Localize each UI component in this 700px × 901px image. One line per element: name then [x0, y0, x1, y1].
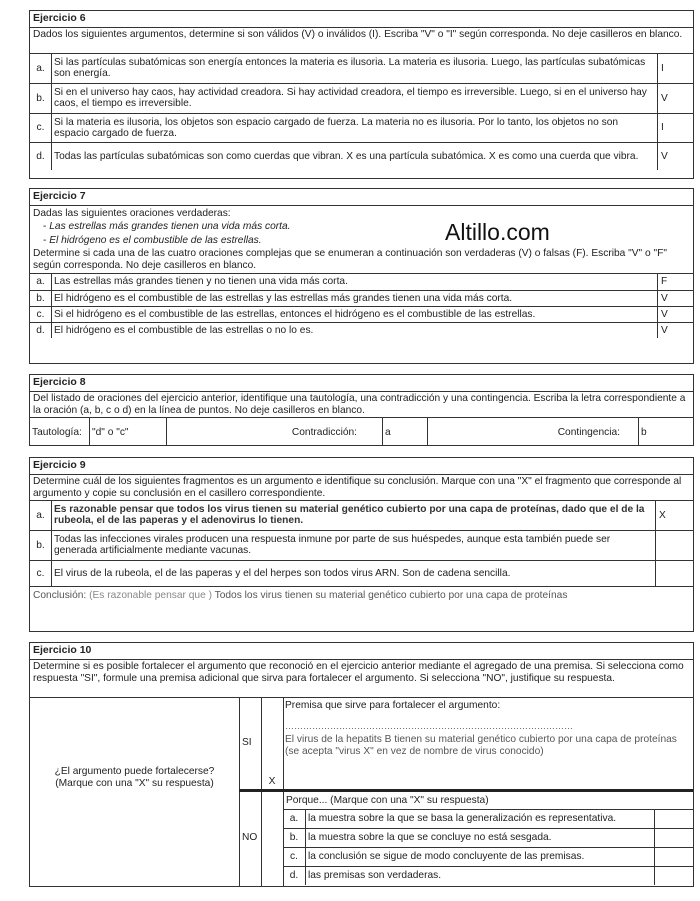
thick-separator	[239, 789, 693, 792]
exercise-title: Ejercicio 7	[30, 189, 693, 206]
row-text: El hidrógeno es el combustible de las estrellas y las estrellas más grandes tienen una vida más corta.	[52, 290, 658, 306]
lead-text: Dadas las siguientes oraciones verdaderas:	[33, 208, 231, 219]
premise-answer[interactable]: El virus de la hepatits B tienen su material genético cubierto por una capa de proteínas (se acepta "virus X" en vez de nombre de virus conocido)	[285, 734, 677, 757]
exercise-instructions: Determine cuál de los siguientes fragmentos es un argumento e identifique su conclusión. Marque con una "X" el fragmento que corresponde al argumento y copie su conclusión en el casillero correspondiente.	[30, 475, 693, 501]
table-row	[30, 530, 693, 560]
tautology-label: Tautología:	[30, 418, 90, 446]
question-hint: (Marque con una "X" su respuesta)	[55, 778, 214, 789]
conclusion-prefix: (Es razonable pensar que )	[89, 590, 212, 601]
reasons-table	[283, 809, 693, 885]
table-row	[30, 322, 693, 338]
si-checkbox[interactable]: X	[268, 776, 276, 787]
watermark: Altillo.com	[445, 219, 550, 245]
row-text: El hidrógeno es el combustible de las estrellas o no lo es.	[52, 322, 658, 338]
contingency-answer[interactable]: b	[639, 418, 694, 446]
answer-cell[interactable]: F	[658, 274, 694, 290]
answer-cell[interactable]: V	[658, 322, 694, 338]
row-letter: b.	[30, 83, 52, 113]
table-row	[30, 54, 693, 83]
row-letter: c.	[30, 560, 52, 586]
table-row	[30, 83, 693, 113]
table-row	[30, 274, 693, 290]
row-letter: c.	[30, 113, 52, 142]
exercise-title: Ejercicio 9	[30, 458, 693, 475]
row-letter: a.	[30, 54, 52, 83]
because-label: Porque... (Marque con una "X" su respuesta)	[286, 795, 489, 806]
no-label: NO	[242, 832, 258, 843]
exercise-title: Ejercicio 8	[30, 375, 693, 392]
tautology-answer[interactable]: "d" o "c"	[90, 418, 167, 446]
exercise-9	[29, 457, 694, 632]
exercise-title: Ejercicio 6	[30, 11, 693, 28]
exercise-instructions	[30, 206, 693, 274]
answer-cell[interactable]: V	[658, 290, 694, 306]
table-row	[30, 142, 693, 170]
row-letter: d.	[283, 866, 306, 885]
row-text: Todas las partículas subatómicas son como cuerdas que vibran. X es una partícula subatómica. X es como una cuerda que vibra.	[52, 142, 658, 170]
row-letter: b.	[30, 290, 52, 306]
row-letter: a.	[30, 274, 52, 290]
row-letter: d.	[30, 142, 52, 170]
answer-cell[interactable]: X	[656, 501, 694, 530]
exercise-instructions: Determine si es posible fortalecer el argumento que reconoció en el ejercicio anterior mediante el agregado de una premisa. Si selecciona como respuesta "SI", formule una premisa adicional que sirva para fortalecer el argumento. Si selecciona "NO", justifique su respuesta.	[30, 660, 693, 698]
row-letter: b.	[283, 828, 306, 847]
row-letter: a.	[283, 809, 306, 828]
question-text: ¿El argumento puede fortalecerse?	[54, 766, 215, 777]
row-letter: c.	[30, 306, 52, 322]
answer-table	[30, 274, 693, 338]
question-cell	[30, 697, 239, 886]
given-sentences	[33, 220, 690, 248]
answer-cell[interactable]: V	[658, 306, 694, 322]
exercise-7	[29, 188, 694, 364]
answer-cell[interactable]: I	[658, 54, 694, 83]
table-row	[283, 828, 693, 847]
table-row	[30, 501, 693, 530]
row-text: Si las partículas subatómicas son energía entonces la materia es ilusoria. La materia es ilusoria. Luego, las partículas subatómicas son energía.	[52, 54, 658, 83]
premise-dots: ……………………………………………………………………………………	[285, 721, 573, 731]
table-row	[283, 866, 693, 885]
row-letter: a.	[30, 501, 52, 530]
row-text: Las estrellas más grandes tienen y no tienen una vida más corta.	[52, 274, 658, 290]
exercise-6	[29, 10, 694, 179]
answer-cell[interactable]	[655, 828, 694, 847]
instructions-text: Determine si cada una de las cuatro oraciones complejas que se enumeran a continuación son verdaderas (V) o falsas (F). Escriba "V" o "F" según corresponda. No deje casilleros en blanco.	[33, 248, 667, 271]
row-letter: c.	[283, 847, 306, 866]
answer-cell[interactable]: I	[658, 113, 694, 142]
contradiction-answer[interactable]: a	[383, 418, 428, 446]
list-item: - Las estrellas más grandes tienen una vida más corta.	[43, 221, 291, 232]
answer-grid	[30, 697, 693, 886]
row-text: la muestra sobre la que se basa la generalización es representativa.	[306, 809, 655, 828]
exercise-instructions: Dados los siguientes argumentos, determine si son válidos (V) o inválidos (I). Escriba "V" o "I" según corresponda. No deje casilleros en blanco.	[30, 28, 693, 54]
exercise-instructions: Del listado de oraciones del ejercicio anterior, identifique una tautología, una contradicción y una contingencia. Escriba la letra correspondiente a la oración (a, b, c o d) en la línea de puntos. No deje casilleros en blanco.	[30, 392, 693, 418]
table-row	[30, 113, 693, 142]
conclusion-text: Todos los virus tienen su material genético cubierto por una capa de proteínas	[214, 590, 568, 601]
row-text: Si en el universo hay caos, hay actividad creadora. Si hay actividad creadora, el tiempo es irreversible. Luego, si en el universo hay caos, el tiempo es irreversible.	[52, 83, 658, 113]
answer-cell[interactable]	[656, 560, 694, 586]
exercise-8	[29, 374, 694, 446]
row-letter: d.	[30, 322, 52, 338]
premise-box	[285, 700, 685, 758]
row-text: la conclusión se sigue de modo concluyente de las premisas.	[306, 847, 655, 866]
contradiction-label: Contradicción:	[167, 418, 383, 446]
contingency-label: Contingencia:	[428, 418, 639, 446]
answer-table	[30, 418, 693, 446]
table-row	[30, 560, 693, 586]
row-text: Si la materia es ilusoria, los objetos son espacio cargado de fuerza. La materia no es ilusoria. Por lo tanto, los objetos no son espacio cargado de fuerza.	[52, 113, 658, 142]
answer-cell[interactable]	[655, 809, 694, 828]
table-row	[30, 418, 693, 446]
table-row	[30, 290, 693, 306]
answer-cell[interactable]	[655, 866, 694, 885]
row-letter: b.	[30, 530, 52, 560]
table-row	[283, 847, 693, 866]
row-text: Si el hidrógeno es el combustible de las estrellas, entonces el hidrógeno es el combustible de las estrellas.	[52, 306, 658, 322]
premise-label: Premisa que sirve para fortalecer el argumento:	[285, 700, 501, 711]
table-row	[30, 306, 693, 322]
answer-cell[interactable]	[656, 530, 694, 560]
answer-cell[interactable]: V	[658, 142, 694, 170]
answer-table	[30, 501, 693, 586]
conclusion-label: Conclusión:	[33, 590, 87, 601]
list-item: - El hidrógeno es el combustible de las estrellas.	[43, 235, 262, 246]
answer-cell[interactable]	[655, 847, 694, 866]
table-row	[283, 809, 693, 828]
row-text: El virus de la rubeola, el de las paperas y el del herpes son todos virus ARN. Son de cadena sencilla.	[52, 560, 656, 586]
row-text: las premisas son verdaderas.	[306, 866, 655, 885]
answer-cell[interactable]: V	[658, 83, 694, 113]
si-label: SI	[242, 737, 252, 748]
exercise-10	[29, 642, 694, 887]
row-text: la muestra sobre la que se concluye no está sesgada.	[306, 828, 655, 847]
answer-table	[30, 54, 693, 170]
row-text: Es razonable pensar que todos los virus tienen su material genético cubierto por una capa de proteínas, dado que el de la rubeola, el de las paperas y el adenovirus lo tienen.	[52, 501, 656, 530]
no-checkbox[interactable]	[261, 792, 283, 886]
conclusion-field[interactable]	[30, 586, 693, 623]
row-text: Todas las infecciones virales producen una respuesta inmune por parte de sus huéspedes, aunque esta también puede ser generada artificialmente mediante vacunas.	[52, 530, 656, 560]
exercise-title: Ejercicio 10	[30, 643, 693, 660]
